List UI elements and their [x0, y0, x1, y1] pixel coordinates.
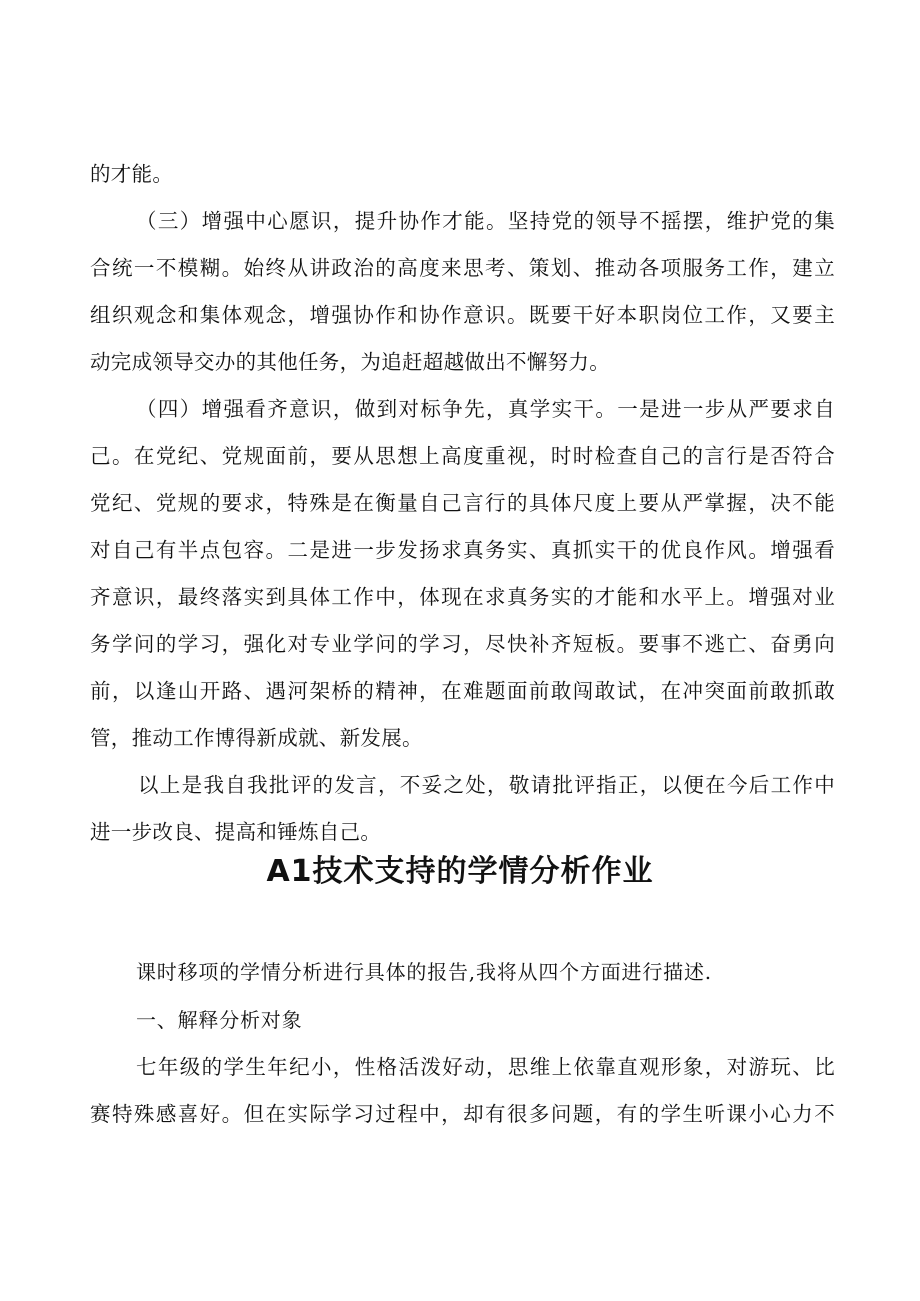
paragraph-line: 己。在党纪、党规面前，要从思想上高度重视，时时检查自己的言行是否符合 — [90, 444, 835, 468]
paragraph-line: 组织观念和集体观念，增强协作和协作意识。既要干好本职岗位工作，又要主 — [90, 303, 835, 327]
paragraph-line: 赛特殊感喜好。但在实际学习过程中，却有很多问题，有的学生听课小心力不 — [90, 1102, 835, 1126]
paragraph-line: （三）增强中心愿识，提升协作才能。坚持党的领导不摇摆，维护党的集 — [136, 209, 835, 233]
page-title: A1技术支持的学情分析作业 — [266, 854, 654, 889]
paragraph-line: 以上是我自我批评的发言，不妥之处，敬请批评指正，以便在今后工作中 — [138, 773, 835, 797]
paragraph-line: （四）增强看齐意识，做到对标争先，真学实干。一是进一步从严要求自 — [136, 397, 835, 421]
paragraph-line: 课时移项的学情分析进行具体的报告,我将从四个方面进行描述. — [136, 960, 712, 984]
section-heading: 一、解释分析对象 — [136, 1008, 303, 1032]
paragraph-line: 管，推动工作博得新成就、新发展。 — [90, 726, 423, 750]
paragraph-line: 对自己有半点包容。二是进一步发扬求真务实、真抓实干的优良作风。增强看 — [90, 538, 835, 562]
paragraph-line: 齐意识，最终落实到具体工作中，体现在求真务实的才能和水平上。增强对业 — [90, 585, 835, 609]
paragraph-line: 前，以逢山开路、遇河架桥的精神，在难题面前敢闯敢试，在冲突面前敢抓敢 — [90, 679, 835, 703]
paragraph-line: 合统一不模糊。始终从讲政治的高度来思考、策划、推动各项服务工作，建立 — [90, 256, 835, 280]
paragraph-line: 务学问的学习，强化对专业学问的学习，尽快补齐短板。要事不逃亡、奋勇向 — [90, 632, 835, 656]
paragraph-line: 的才能。 — [90, 162, 174, 186]
paragraph-line: 进一步改良、提高和锤炼自己。 — [90, 820, 382, 844]
paragraph-line: 动完成领导交办的其他任务，为追赶超越做出不懈努力。 — [90, 350, 610, 374]
paragraph-line: 党纪、党规的要求，特殊是在衡量自己言行的具体尺度上要从严掌握，决不能 — [90, 491, 835, 515]
paragraph-line: 七年级的学生年纪小，性格活泼好动，思维上依靠直观形象，对游玩、比 — [136, 1055, 835, 1079]
